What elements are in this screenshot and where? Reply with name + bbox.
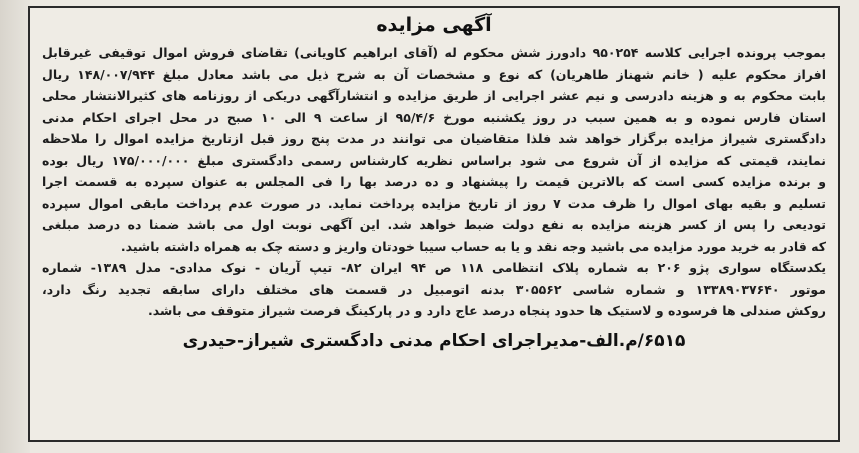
notice-title: آگهی مزایده <box>376 14 492 36</box>
notice-line: یکدستگاه سواری پژو ۲۰۶ به شماره پلاک انتظامی ۱۱۸ ص ۹۴ ایران ۸۲- تیپ آریان - نوک مدادی- مدل ۱۳۸۹- شماره <box>42 260 826 275</box>
notice-line: که قادر به خرید مورد مزایده می باشید وجه نقد و یا به حساب سیبا خودتان واریز و دسته چک به همراه داشته باشید. <box>120 238 826 254</box>
adjacent-column-edge <box>0 0 30 453</box>
notice-line: بابت محکوم به و هزینه دادرسی و نیم عشر اجرایی از طریق مزایده و انتشارآگهی دریکی از روزنامه های کثیرالانتشار محلی <box>42 88 826 103</box>
notice-line: دادگستری شیراز مزایده برگزار خواهد شد فلذا متقاضیان می توانند در مدت پنج روز قبل ازتاریخ مزایده اموال را ملاحظه <box>42 131 826 146</box>
auction-notice <box>28 6 840 442</box>
notice-line: و برنده مزایده کسی است که بالاترین قیمت را پیشنهاد و ده درصد بها را فی المجلس به عنوان سپرده به قسمت اجرا <box>42 174 826 189</box>
notice-body <box>30 40 838 322</box>
notice-line: موتور ۱۳۳۸۹۰۳۷۶۴۰ و شماره شاسی ۳۰۵۵۶۲ بدنه اتومبیل در قسمت های مختلف دارای سابقه تجدید رنگ دارد، <box>42 281 826 297</box>
notice-line: نمایند، قیمتی که مزایده از آن شروع می شود براساس نظریه کارشناس رسمی دادگستری مبلغ ۱۷۵/۰۰۰/۰۰۰ ریال بوده <box>42 152 826 168</box>
notice-line: تودیعی را پس از کسر هزینه مزایده به نفع دولت ضبط خواهد شد. این آگهی نوبت اول می باشد ضمنا ده درصد مبلغی <box>42 217 826 232</box>
notice-line: تسلیم و بقیه بهای اموال را ظرف مدت ۷ روز از تاریخ مزایده پرداخت نماید. در صورت عدم پرداخت مابقی اموال سپرده <box>42 195 826 211</box>
notice-line: بموجب پرونده اجرایی کلاسه ۹۵۰۲۵۴ دادورز شش محکوم له (آقای ابراهیم کاویانی) تقاضای فروش اموال توقیفی غیرقابل <box>42 45 826 60</box>
notice-line: استان فارس نموده و به همین سبب در روز یکشنبه مورخ ۹۵/۴/۶ از ساعت ۹ الی ۱۰ صبح در محل اجرای احکام مدنی <box>42 109 826 125</box>
notice-signature: ۶۵۱۵/م.الف-مدیراجرای احکام مدنی دادگستری شیراز-حیدری <box>182 330 686 351</box>
notice-line: روکش صندلی ها فرسوده و لاستیک ها حدود پنجاه درصد عاج دارد و در پارکینگ فرصت شیراز متوقف می باشد. <box>147 303 826 318</box>
notice-line: افراز محکوم علیه ( خانم شهناز طاهریان) که نوع و مشخصات آن به شرح ذیل می باشد معادل مبلغ ۱۴۸/۰۰۷/۹۴۴ ریال <box>42 66 826 82</box>
